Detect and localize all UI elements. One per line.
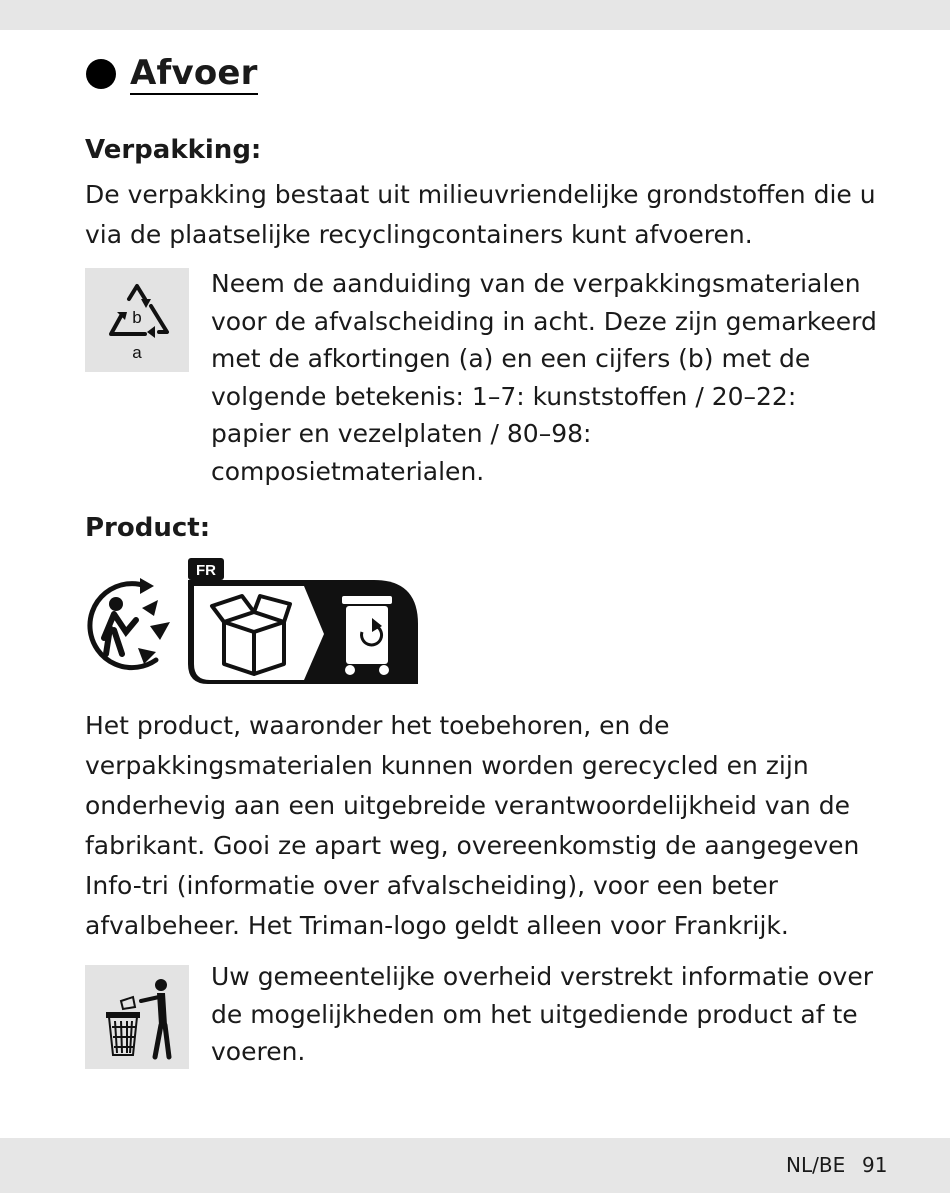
text-line: Uw gemeentelijke overheid verstrekt informatie over xyxy=(211,962,873,991)
text-line: afvalbeheer. Het Triman-logo geldt alleen voor Frankrijk. xyxy=(85,911,789,940)
triman-logo-icon xyxy=(84,556,424,690)
text-line: de mogelijkheden om het uitgediende product af te xyxy=(211,999,858,1029)
recycle-bottom-label: a xyxy=(132,343,142,362)
text-line: Het product, waaronder het toebehoren, en de xyxy=(85,711,670,740)
text-line: met de afkortingen (a) en een cijfers (b) met de xyxy=(211,344,811,373)
product-note xyxy=(211,958,873,1071)
triman-tag: FR xyxy=(196,562,216,579)
top-band xyxy=(0,0,950,30)
text-line: Info-tri (informatie over afvalscheiding), voor een beter xyxy=(85,871,778,900)
section-title: Afvoer xyxy=(130,53,258,93)
text-line: papier en vezelplaten / 80–98: xyxy=(211,419,592,448)
recycle-inner-label: b xyxy=(132,308,142,327)
packaging-note xyxy=(211,265,877,490)
bullet-icon xyxy=(86,59,116,89)
text-line: voeren. xyxy=(211,1037,306,1066)
text-line: composietmaterialen. xyxy=(211,456,485,486)
text-line: De verpakking bestaat uit milieuvriendelijke grondstoffen die u xyxy=(85,180,876,209)
page-number: 91 xyxy=(862,1153,888,1177)
text-line: verpakkingsmaterialen kunnen worden gerecycled en zijn xyxy=(85,751,809,780)
footer-locale: NL/BE xyxy=(786,1153,846,1177)
text-line: onderhevig aan een uitgebreide verantwoordelijkheid van de xyxy=(85,791,850,820)
text-line: volgende betekenis: 1–7: kunststoffen / 20–22: xyxy=(211,381,797,411)
section-heading xyxy=(86,50,258,98)
product-body xyxy=(85,706,859,946)
recycling-triangle-icon xyxy=(85,268,189,372)
packaging-heading: Verpakking: xyxy=(85,135,262,165)
text-line: via de plaatselijke recyclingcontainers kunt afvoeren. xyxy=(85,220,753,249)
text-line: voor de afvalscheiding in acht. Deze zijn gemarkeerd xyxy=(211,306,877,336)
person-trash-bin-icon xyxy=(85,965,189,1069)
text-line: Neem de aanduiding van de verpakkingsmaterialen xyxy=(211,269,861,298)
text-line: fabrikant. Gooi ze apart weg, overeenkomstig de aangegeven xyxy=(85,831,860,860)
packaging-intro xyxy=(85,175,876,255)
product-heading: Product: xyxy=(85,513,211,543)
